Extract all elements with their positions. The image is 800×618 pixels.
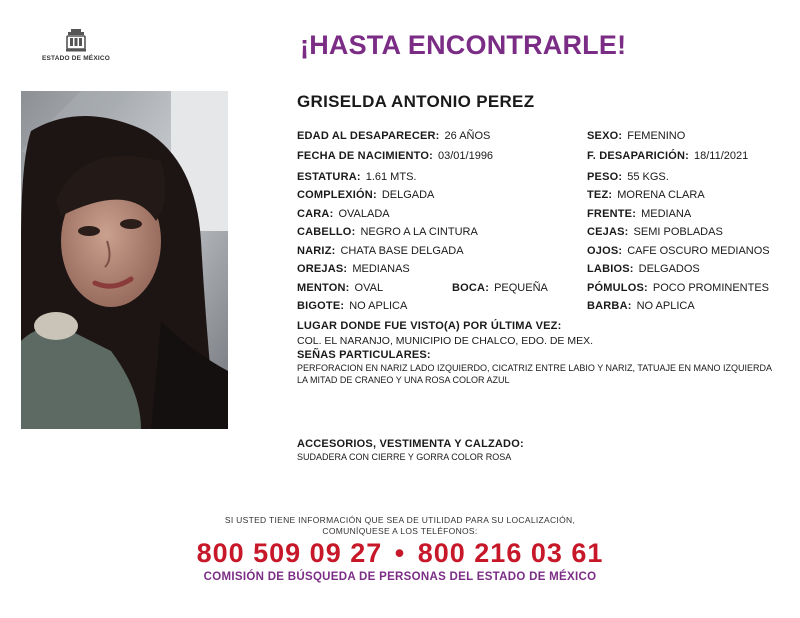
field-pomulos: PÓMULOS: POCO PROMINENTES [587,282,770,294]
field-ojos: OJOS: CAFE OSCURO MEDIANOS [587,245,770,257]
headline: ¡HASTA ENCONTRARLE! [300,30,627,60]
field-barba: BARBA: NO APLICA [587,300,695,312]
distinguishing-marks-text: PERFORACION EN NARIZ LADO IZQUIERDO, CICATRIZ ENTRE LABIO Y NARIZ, TATUAJE EN MANO IZQUIERDA LA MITAD DE CRANEO Y UNA ROSA COLOR AZUL [297,363,773,385]
person-name: GRISELDA ANTONIO PEREZ [297,92,535,111]
field-nariz: NARIZ: CHATA BASE DELGADA [297,245,464,257]
phone-numbers [0,538,800,569]
field-cejas: CEJAS: SEMI POBLADAS [587,226,723,238]
distinguishing-marks-label: SEÑAS PARTICULARES: [297,349,431,361]
field-tez: TEZ: MORENA CLARA [587,189,705,201]
field-fecha-nacimiento: FECHA DE NACIMIENTO: 03/01/1996 [297,150,494,162]
field-bigote: BIGOTE: NO APLICA [297,300,408,312]
field-sexo: SEXO: FEMENINO [587,130,686,142]
accessories-label: ACCESORIOS, VESTIMENTA Y CALZADO: [297,438,524,450]
field-orejas: OREJAS: MEDIANAS [297,263,410,275]
field-cabello: CABELLO: NEGRO A LA CINTURA [297,226,478,238]
missing-person-photo [21,91,228,429]
estado-de-mexico-logo [30,28,122,62]
phone-separator: • [394,538,406,568]
field-frente: FRENTE: MEDIANA [587,208,692,220]
field-fecha-desaparicion: F. DESAPARICIÓN: 18/11/2021 [587,150,749,162]
phone-2[interactable]: 800 216 03 61 [417,538,604,568]
last-seen-text: COL. EL NARANJO, MUNICIPIO DE CHALCO, EDO. DE MEX. [297,335,593,347]
field-boca: BOCA: PEQUEÑA [452,282,548,294]
field-edad: EDAD AL DESAPARECER: 26 AÑOS [297,130,491,142]
last-seen-label: LUGAR DONDE FUE VISTO(A) POR ÚLTIMA VEZ: [297,320,562,332]
logo-text: ESTADO DE MÉXICO [41,55,111,62]
commission-name: COMISIÓN DE BÚSQUEDA DE PERSONAS DEL ESTADO DE MÉXICO [203,571,597,583]
field-cara: CARA: OVALADA [297,208,390,220]
footer-note: SI USTED TIENE INFORMACIÓN QUE SEA DE UTILIDAD PARA SU LOCALIZACIÓN, COMUNÍQUESE A LOS TELÉFONOS: [224,515,576,536]
field-menton: MENTON: OVAL [297,282,384,294]
phone-1[interactable]: 800 509 09 27 [196,538,383,568]
field-peso: PESO: 55 KGS. [587,171,669,183]
field-labios: LABIOS: DELGADOS [587,263,700,275]
coat-of-arms-icon [65,28,87,52]
field-complexion: COMPLEXIÓN: DELGADA [297,189,435,201]
accessories-text: SUDADERA CON CIERRE Y GORRA COLOR ROSA [297,452,512,462]
field-estatura: ESTATURA: 1.61 MTS. [297,171,417,183]
